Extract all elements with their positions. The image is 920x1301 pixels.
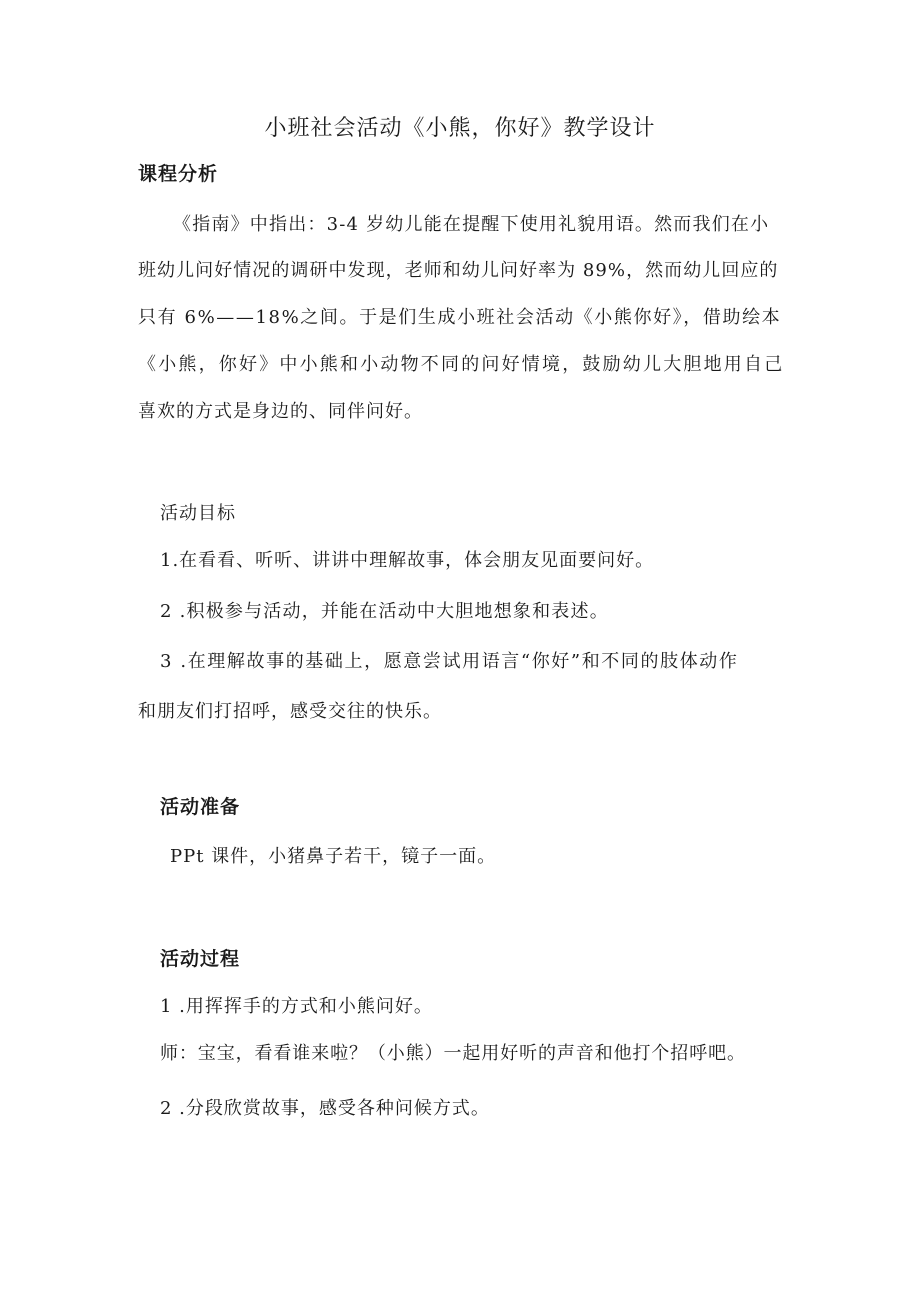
goal-item: 2 .积极参与活动，并能在活动中大胆地想象和表述。 <box>160 601 609 622</box>
section-heading-analysis: 课程分析 <box>138 163 219 185</box>
analysis-line: 只有 6%——18%之间。于是们生成小班社会活动《小熊你好》，借助绘本 <box>138 307 782 328</box>
section-heading-preparation: 活动准备 <box>160 796 241 818</box>
goal-item: 3 .在理解故事的基础上，愿意尝试用语言“你好”和不同的肢体动作 <box>160 651 739 672</box>
analysis-line: 《指南》中指出：3-4 岁幼儿能在提醒下使用礼貌用语。然而我们在小 <box>173 214 770 235</box>
section-heading-process: 活动过程 <box>160 948 241 970</box>
document-title: 小班社会活动《小熊，你好》教学设计 <box>264 116 656 141</box>
goal-item: 和朋友们打招呼，感受交往的快乐。 <box>138 701 442 722</box>
process-line: 2 .分段欣赏故事，感受各种问候方式。 <box>160 1098 490 1119</box>
analysis-line: 班幼儿问好情况的调研中发现，老师和幼儿问好率为 89%，然而幼儿回应的 <box>138 260 779 281</box>
preparation-text: PPt 课件，小猪鼻子若干，镜子一面。 <box>170 846 497 867</box>
process-line: 1 .用挥挥手的方式和小熊问好。 <box>160 996 433 1017</box>
goal-item: 1.在看看、听听、讲讲中理解故事，体会朋友见面要问好。 <box>160 550 655 571</box>
process-line: 师：宝宝，看看谁来啦？（小熊）一起用好听的声音和他打个招呼吧。 <box>160 1043 746 1064</box>
analysis-line: 《小熊，你好》中小熊和小动物不同的问好情境，鼓励幼儿大胆地用自己 <box>138 354 785 375</box>
analysis-line: 喜欢的方式是身边的、同伴问好。 <box>138 401 423 422</box>
section-heading-goals: 活动目标 <box>160 503 236 524</box>
